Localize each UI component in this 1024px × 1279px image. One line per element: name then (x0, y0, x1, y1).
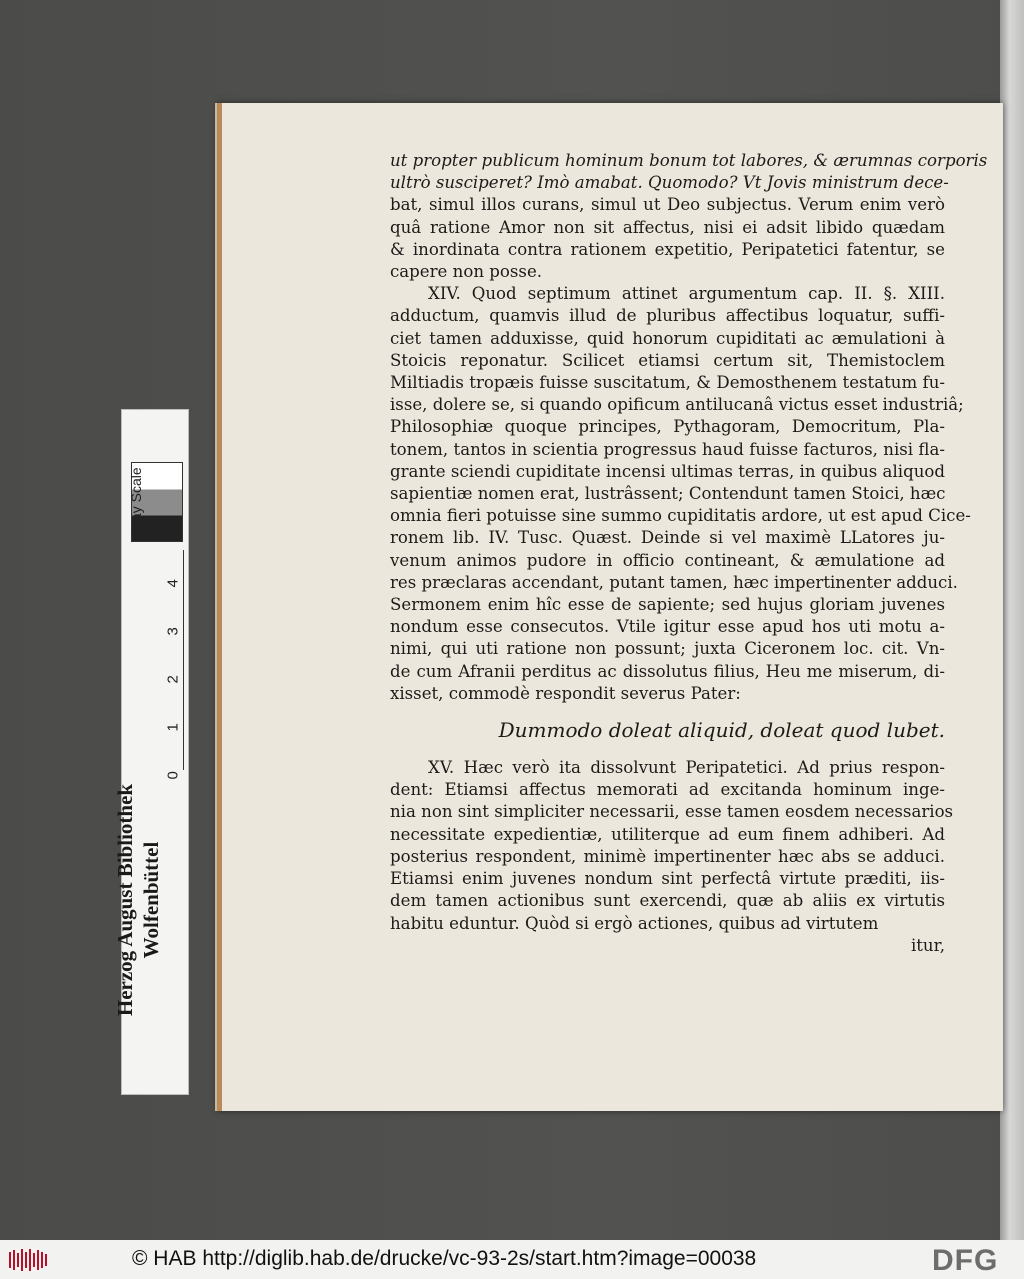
text-line: quâ ratione Amor non sit affectus, nisi ei adsit libido quædam (390, 217, 945, 237)
page-edge (217, 103, 222, 1111)
scale-line (183, 550, 184, 770)
gray-scale-label: Gray Scale (128, 467, 144, 537)
text-line: grante sciendi cupiditate incensi ultimas terras, in quibus aliquod (390, 461, 945, 481)
text-line: dem tamen actionibus sunt exercendi, quæ ab aliis ex virtutis (390, 891, 945, 911)
text-line: xisset, commodè respondit severus Pater: (390, 683, 741, 703)
text-line: ut propter publicum hominum bonum tot labores, & ærumnas corporis (390, 151, 988, 170)
paragraph-xv (390, 757, 954, 935)
text-line: XIV. Quod septimum attinet argumentum cap. II. §. XIII. (428, 284, 945, 304)
text-line: nondum esse consecutos. Vtile igitur esse apud hos uti motu a- (390, 617, 945, 637)
text-line: nimi, qui uti ratione non possunt; juxta Ciceronem loc. cit. Vn- (390, 639, 945, 659)
text-line: res præclaras accendant, putant tamen, hæc impertinenter adduci. (390, 572, 958, 592)
adjacent-page-edge (1000, 0, 1024, 1240)
verse-quote: Dummodo doleat aliquid, doleat quod lubet. (498, 718, 945, 743)
text-line: Stoicis reponatur. Scilicet etiamsi certum sit, Themistoclem (390, 350, 945, 370)
footer-bar (0, 1240, 1024, 1279)
library-name-line-2: Wolfenbüttel (139, 841, 163, 959)
text-line: XV. Hæc verò ita dissolvunt Peripatetici. Ad prius respon- (428, 758, 945, 778)
text-line: omnia fieri potuisse sine summo cupiditatis ardore, ut est apud Cice- (390, 506, 971, 526)
text-line: capere non posse. (390, 262, 543, 282)
library-name (112, 750, 176, 1050)
text-line: nia non sint simpliciter necessarii, esse tamen eosdem necessarios (390, 802, 954, 822)
text-line: isse, dolere se, si quando opificum antilucanâ victus esset industriâ; (390, 395, 964, 415)
text-line: ciet tamen adduxisse, quid honorum cupiditati ac æmulationi à (390, 328, 945, 348)
scale-number: 0 (164, 771, 182, 780)
text-line: dent: Etiamsi affectus memorati ad excitanda hominum inge- (390, 780, 945, 800)
copyright-url[interactable]: © HAB http://diglib.hab.de/drucke/vc-93-2s/start.htm?image=00038 (132, 1247, 757, 1270)
hab-logo-icon (8, 1248, 48, 1272)
text-line: posterius respondent, minimè impertinenter hæc abs se adduci. (390, 846, 945, 866)
text-line: habitu eduntur. Quòd si ergò actiones, quibus ad virtutem (390, 913, 879, 933)
text-line: sapientiæ nomen erat, lustrâssent; Contendunt tamen Stoici, hæc (390, 484, 946, 504)
paragraph-xiv (390, 283, 971, 705)
text-line: necessitate expedientiæ, utiliterque ad eum finem adhiberi. Ad (390, 824, 945, 844)
scale-number: 1 (164, 723, 182, 732)
scale-number: 4 (164, 579, 182, 588)
text-line: bat, simul illos curans, simul ut Deo subjectus. Verum enim verò (390, 195, 945, 215)
page-text (390, 150, 988, 957)
text-line: Sermonem enim hîc esse de sapiente; sed hujus gloriam juvenes (390, 595, 945, 615)
text-line: adductum, quamvis illud de pluribus affectibus loquatur, suffi- (390, 306, 945, 326)
text-line: Miltiadis tropæis fuisse suscitatum, & Demosthenem testatum fu- (390, 373, 945, 393)
text-line: venum animos pudore in officio contineant, & æmulatione ad (390, 550, 945, 570)
text-line: tonem, tantos in scientia progressus haud fuisse facturos, nisi fla- (390, 439, 945, 459)
scale-number: 2 (164, 675, 182, 684)
library-name-line-1: Herzog August Bibliothek (113, 783, 137, 1017)
scale-number: 3 (164, 627, 182, 636)
dfg-logo: DFG (932, 1244, 999, 1277)
catchword: itur, (910, 935, 945, 955)
text-line: ronem lib. IV. Tusc. Quæst. Deinde si vel maximè LLatores ju- (390, 528, 945, 548)
opening-paragraph (390, 150, 988, 283)
text-line: Philosophiæ quoque principes, Pythagoram, Democritum, Pla- (390, 417, 945, 437)
text-line: de cum Afranii perditus ac dissolutus filius, Heu me miserum, di- (390, 661, 945, 681)
text-line: & inordinata contra rationem expetitio, Peripatetici fatentur, se (390, 239, 945, 259)
text-line: Etiamsi enim juvenes nondum sint perfectâ virtute præditi, iis- (390, 869, 945, 889)
text-line: ultrò susciperet? Imò amabat. Quomodo? Vt Jovis ministrum dece- (390, 173, 949, 193)
